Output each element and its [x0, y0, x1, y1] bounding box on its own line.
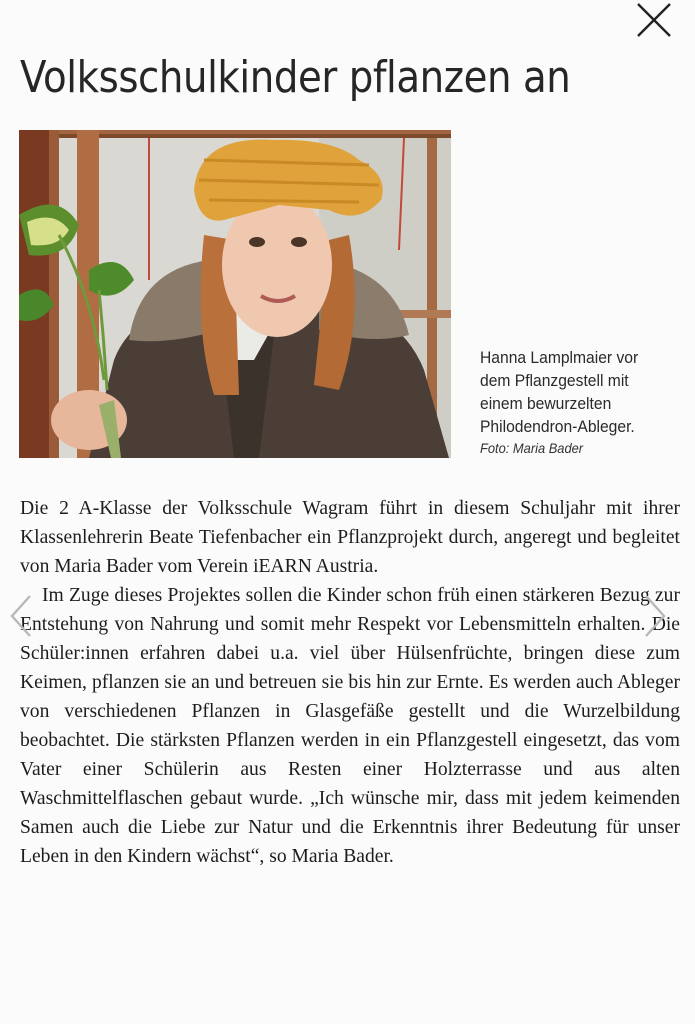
previous-page-button[interactable]: [6, 590, 36, 642]
photo-credit: Foto: Maria Bader: [480, 440, 584, 456]
article-body: [20, 494, 680, 871]
next-page-button[interactable]: [640, 590, 670, 642]
caption-text: Hanna Lamplmaier vor dem Pflanzgestell mit einem bewurzelten Philodendron-Ableger.: [480, 348, 639, 436]
photo-caption: [480, 346, 664, 458]
close-icon: [632, 0, 676, 40]
article-photo: [19, 130, 451, 458]
article-paragraph: Die 2 A-Klasse der Volksschule Wagram führt in diesem Schuljahr mit ihrer Klassenlehrerin Beate Tiefenbacher ein Pflanzprojekt durch, angeregt und begleitet von Maria Bader vom Verein iEARN Austria.: [20, 498, 680, 577]
chevron-left-icon: [6, 590, 36, 642]
close-button[interactable]: [632, 0, 676, 40]
chevron-right-icon: [640, 590, 670, 642]
article-headline: Volksschulkinder pflanzen an: [20, 52, 571, 103]
article-paragraph: Im Zuge dieses Projektes sollen die Kinder schon früh einen stärkeren Bezug zur Entstehung von Nahrung und somit mehr Respekt vor Lebensmitteln erhalten. Die Schüler:innen erfahren dabei u.a. viel über Hülsenfrüchte, bringen diese zum Keimen, pflanzen sie an und betreuen sie bis hin zur Ernte. Es werden auch Ableger von verschiedenen Pflanzen in Glasgefäße gestellt und die Wurzelbildung beobachtet. Die stärksten Pflanzen werden in ein Pflanzgestell eingesetzt, das vom Vater einer Schülerin aus Resten einer Holzterrasse und aus alten Waschmittelflaschen gebaut wurde. „Ich wünsche mir, dass mit jedem keimenden Samen auch die Liebe zur Natur und die Erkenntnis ihrer Bedeutung für unser Leben in den Kindern wächst“, so Maria Bader.: [20, 585, 680, 867]
